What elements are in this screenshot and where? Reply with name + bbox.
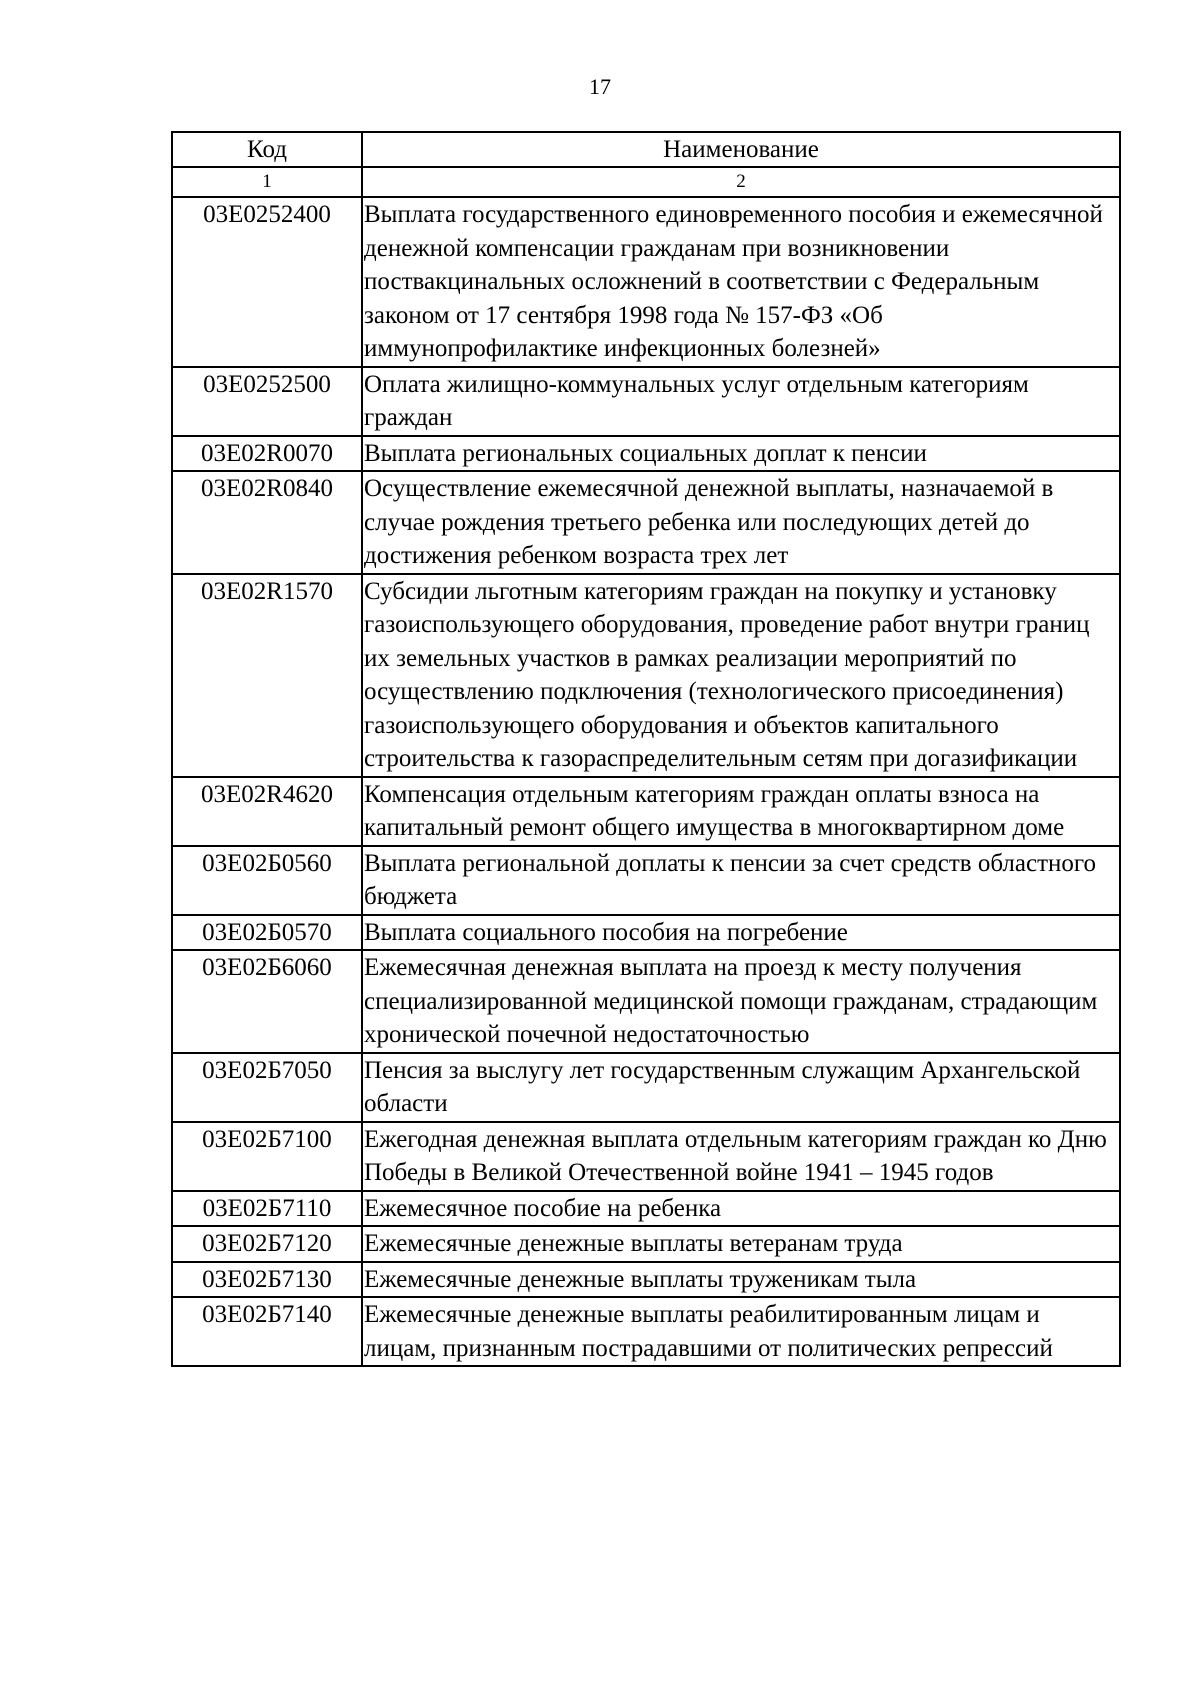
row-name: Осуществление ежемесячной денежной выплаты, назначаемой в случае рождения третьего ребенка или последующих детей до достижения ребенком возраста трех лет [362,471,1120,574]
table-row [172,1122,1120,1191]
row-code: 03Е02Б6060 [172,950,362,1053]
row-code: 03Е02R4620 [172,777,362,846]
row-code: 03Е0252500 [172,367,362,436]
table-row [172,1297,1120,1366]
table-row [172,197,1120,367]
row-code: 03Е02Б0570 [172,915,362,951]
table-row [172,574,1120,777]
row-name: Оплата жилищно-коммунальных услуг отдельным категориям граждан [362,367,1120,436]
row-code: 03Е0252400 [172,197,362,367]
table-row [172,367,1120,436]
table-row [172,1191,1120,1227]
header-row [172,132,1120,167]
table-row [172,777,1120,846]
row-name: Пенсия за выслугу лет государственным служащим Архангельской области [362,1053,1120,1122]
page-number: 17 [589,74,611,99]
row-name: Ежегодная денежная выплата отдельным категориям граждан ко Дню Победы в Великой Отечественной войне 1941 – 1945 годов [362,1122,1120,1191]
table-row [172,1053,1120,1122]
row-code: 03Е02Б7110 [172,1191,362,1227]
row-code: 03Е02R1570 [172,574,362,777]
row-name: Субсидии льготным категориям граждан на покупку и установку газоиспользующего оборудования, проведение работ внутри границ их земельных участков в рамках реализации мероприятий по осуществлению подключения (технологического присоединения) газоиспользующего оборудования и объектов капитального строительства к газораспределительным сетям при догазификации [362,574,1120,777]
row-code: 03Е02Б7120 [172,1226,362,1262]
row-name: Компенсация отдельным категориям граждан оплаты взноса на капитальный ремонт общего имущества в многоквартирном доме [362,777,1120,846]
header-code: Код [172,132,362,167]
header-name: Наименование [362,132,1120,167]
row-code: 03Е02Б7140 [172,1297,362,1366]
row-name: Выплата региональных социальных доплат к пенсии [362,436,1120,472]
row-name: Выплата социального пособия на погребение [362,915,1120,951]
row-name: Ежемесячные денежные выплаты труженикам тыла [362,1262,1120,1298]
budget-codes-table [171,131,1121,1367]
table-row [172,436,1120,472]
row-name: Ежемесячные денежные выплаты ветеранам труда [362,1226,1120,1262]
table-row [172,950,1120,1053]
table-row [172,1262,1120,1298]
row-code: 03Е02R0840 [172,471,362,574]
row-name: Выплата региональной доплаты к пенсии за счет средств областного бюджета [362,846,1120,915]
row-code: 03Е02Б7100 [172,1122,362,1191]
row-name: Ежемесячная денежная выплата на проезд к месту получения специализированной медицинской помощи гражданам, страдающим хронической почечной недостаточностью [362,950,1120,1053]
table-row [172,846,1120,915]
row-name: Ежемесячные денежные выплаты реабилитированным лицам и лицам, признанным пострадавшими от политических репрессий [362,1297,1120,1366]
row-code: 03Е02Б7130 [172,1262,362,1298]
table-row [172,915,1120,951]
column-number-code: 1 [172,167,362,197]
row-code: 03Е02R0070 [172,436,362,472]
table-row [172,471,1120,574]
table-row [172,1226,1120,1262]
column-number-row [172,167,1120,197]
row-name: Ежемесячное пособие на ребенка [362,1191,1120,1227]
row-code: 03Е02Б0560 [172,846,362,915]
column-number-name: 2 [362,167,1120,197]
row-name: Выплата государственного единовременного пособия и ежемесячной денежной компенсации гражданам при возникновении поствакцинальных осложнений в соответствии с Федеральным законом от 17 сентября 1998 года № 157-ФЗ «Об иммунопрофилактике инфекционных болезней» [362,197,1120,367]
row-code: 03Е02Б7050 [172,1053,362,1122]
